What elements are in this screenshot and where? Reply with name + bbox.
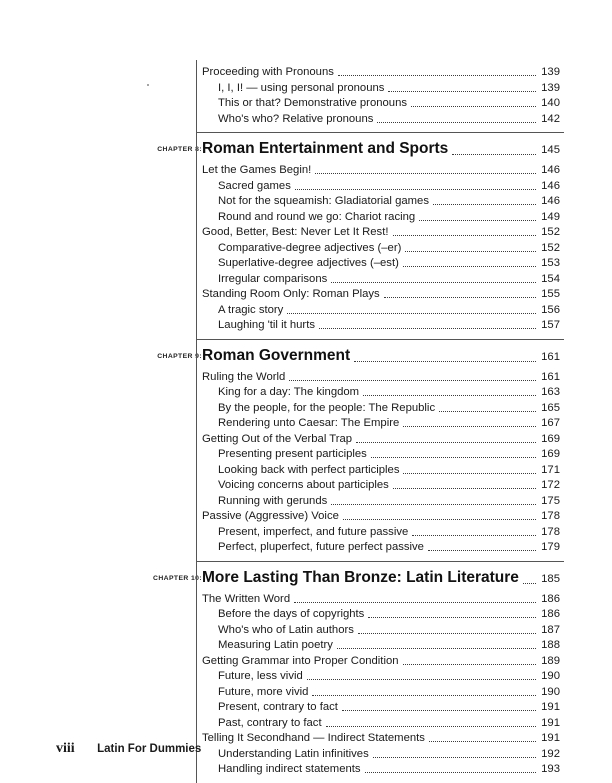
toc-subsection-entry[interactable] bbox=[218, 384, 560, 400]
entry-page-number: 186 bbox=[541, 608, 560, 620]
dot-leader bbox=[452, 154, 536, 155]
entry-page-number: 152 bbox=[541, 226, 560, 238]
entry-page-number: 193 bbox=[541, 763, 560, 775]
entry-page-number: 157 bbox=[541, 319, 560, 331]
dot-leader bbox=[356, 442, 536, 443]
dot-leader bbox=[371, 457, 536, 458]
toc-section-entry[interactable] bbox=[202, 369, 560, 385]
dot-leader bbox=[393, 235, 536, 236]
entry-page-number: 146 bbox=[541, 164, 560, 176]
toc-subsection-entry[interactable] bbox=[218, 715, 560, 731]
entry-title: I, I, I! — using personal pronouns bbox=[218, 81, 385, 94]
entry-title: Handling indirect statements bbox=[218, 763, 361, 775]
entry-page-number: 186 bbox=[541, 592, 560, 605]
toc-section-entry[interactable] bbox=[202, 653, 560, 669]
entry-page-number: 156 bbox=[541, 303, 560, 316]
entry-title: Getting Out of the Verbal Trap bbox=[202, 432, 353, 445]
dot-leader bbox=[342, 710, 536, 711]
entry-page-number: 187 bbox=[541, 623, 560, 636]
chapter-heading-row[interactable] bbox=[0, 347, 560, 367]
toc-subsection-entry[interactable] bbox=[218, 111, 560, 127]
dot-leader bbox=[411, 106, 536, 107]
entry-title: Sacred games bbox=[218, 179, 291, 192]
toc-subsection-entry[interactable] bbox=[218, 539, 560, 555]
entry-page-number: 175 bbox=[541, 494, 560, 507]
toc-subsection-entry[interactable] bbox=[218, 684, 560, 700]
entry-page-number: 189 bbox=[541, 654, 560, 667]
dot-leader bbox=[403, 426, 536, 427]
toc-section-entry[interactable] bbox=[202, 224, 560, 240]
entry-page-number: 146 bbox=[541, 179, 560, 192]
entry-title: Looking back with perfect participles bbox=[218, 463, 400, 476]
entry-page-number: 167 bbox=[541, 417, 560, 429]
dot-leader bbox=[312, 695, 536, 696]
entry-title: Not for the squeamish: Gladiatorial games bbox=[218, 195, 429, 207]
entry-title: Let the Games Begin! bbox=[202, 164, 312, 176]
entry-title: Superlative-degree adjectives (–est) bbox=[218, 257, 399, 269]
dot-leader bbox=[289, 380, 536, 381]
entry-title: Standing Room Only: Roman Plays bbox=[202, 288, 380, 300]
dot-leader bbox=[439, 411, 536, 412]
entry-page-number: 191 bbox=[541, 716, 560, 729]
entry-title: Proceeding with Pronouns bbox=[202, 66, 334, 78]
page-folio: viii bbox=[56, 741, 75, 756]
entry-title: The Written Word bbox=[202, 592, 291, 605]
toc-subsection-entry[interactable] bbox=[218, 622, 560, 638]
entry-page-number: 179 bbox=[541, 541, 560, 553]
entry-page-number: 178 bbox=[541, 525, 560, 538]
entry-title: King for a day: The kingdom bbox=[218, 386, 360, 398]
page-footer bbox=[56, 739, 201, 757]
entry-page-number: 154 bbox=[541, 272, 560, 285]
entry-title: Future, less vivid bbox=[218, 670, 303, 682]
toc-subsection-entry[interactable] bbox=[218, 255, 560, 271]
chapter-title: Roman Entertainment and Sports bbox=[202, 140, 449, 157]
entry-page-number: 152 bbox=[541, 241, 560, 254]
dot-leader bbox=[419, 220, 536, 221]
toc-section-entry[interactable] bbox=[202, 286, 560, 302]
entry-page-number: 165 bbox=[541, 401, 560, 414]
dot-leader bbox=[287, 313, 536, 314]
entry-title: Irregular comparisons bbox=[218, 272, 328, 285]
dot-leader bbox=[307, 679, 536, 680]
toc-subsection-entry[interactable] bbox=[218, 415, 560, 431]
entry-page-number: 139 bbox=[541, 81, 560, 94]
toc-subsection-entry[interactable] bbox=[218, 240, 560, 256]
dot-leader bbox=[343, 519, 536, 520]
toc-subsection-entry[interactable] bbox=[218, 400, 560, 416]
entry-page-number: 140 bbox=[541, 97, 560, 109]
entry-page-number: 169 bbox=[541, 448, 560, 460]
entry-page-number: 146 bbox=[541, 195, 560, 207]
dot-leader bbox=[365, 772, 536, 773]
toc-subsection-entry[interactable] bbox=[218, 761, 560, 777]
entry-page-number: 190 bbox=[541, 670, 560, 682]
toc-subsection-entry[interactable] bbox=[218, 746, 560, 762]
entry-page-number: 188 bbox=[541, 639, 560, 651]
toc-subsection-entry[interactable] bbox=[218, 95, 560, 111]
entry-page-number: 161 bbox=[541, 370, 560, 383]
entry-title: Rendering unto Caesar: The Empire bbox=[218, 417, 400, 429]
dot-leader bbox=[337, 648, 536, 649]
entry-title: Present, imperfect, and future passive bbox=[218, 525, 409, 538]
entry-title: This or that? Demonstrative pronouns bbox=[218, 97, 408, 109]
entry-page-number: 171 bbox=[541, 463, 560, 476]
entry-title: Measuring Latin poetry bbox=[218, 639, 333, 651]
toc-subsection-entry[interactable] bbox=[218, 477, 560, 493]
toc-subsection-entry[interactable] bbox=[218, 462, 560, 478]
toc-subsection-entry[interactable] bbox=[218, 317, 560, 333]
entry-page-number: 190 bbox=[541, 685, 560, 698]
entry-page-number: 192 bbox=[541, 747, 560, 760]
toc-section-entry[interactable] bbox=[202, 508, 560, 524]
dot-leader bbox=[403, 473, 536, 474]
toc-section-entry[interactable] bbox=[202, 64, 560, 80]
toc-subsection-entry[interactable] bbox=[218, 80, 560, 96]
dot-leader bbox=[388, 91, 536, 92]
toc-section-entry[interactable] bbox=[202, 162, 560, 178]
toc-section-entry[interactable] bbox=[202, 431, 560, 447]
entry-title: Before the days of copyrights bbox=[218, 608, 365, 620]
dot-leader bbox=[403, 664, 536, 665]
entry-title: Present, contrary to fact bbox=[218, 701, 338, 713]
dot-leader bbox=[331, 504, 536, 505]
entry-page-number: 169 bbox=[541, 432, 560, 445]
dot-leader bbox=[319, 328, 536, 329]
dot-leader bbox=[368, 617, 536, 618]
chapter-label: CHAPTER 10: bbox=[153, 574, 202, 582]
entry-title: Telling It Secondhand — Indirect Statements bbox=[202, 732, 425, 744]
entry-title: Who's who? Relative pronouns bbox=[218, 112, 374, 125]
entry-title: Good, Better, Best: Never Let It Rest! bbox=[202, 226, 389, 238]
toc-subsection-entry[interactable] bbox=[218, 271, 560, 287]
entry-title: Perfect, pluperfect, future perfect passive bbox=[218, 541, 424, 553]
entry-page-number: 149 bbox=[541, 210, 560, 223]
dot-leader bbox=[377, 122, 536, 123]
entry-page-number: 191 bbox=[541, 732, 560, 744]
entry-title: Getting Grammar into Proper Condition bbox=[202, 654, 399, 667]
dot-leader bbox=[331, 282, 536, 283]
chapter-heading-row[interactable] bbox=[0, 569, 560, 589]
dot-leader bbox=[405, 251, 536, 252]
dot-leader bbox=[315, 173, 536, 174]
section-left-rule bbox=[196, 339, 197, 561]
entry-title: Understanding Latin infinitives bbox=[218, 747, 369, 760]
entry-page-number: 191 bbox=[541, 701, 560, 713]
toc-section-entry[interactable] bbox=[202, 591, 560, 607]
chapter-title: More Lasting Than Bronze: Latin Literature bbox=[202, 568, 519, 586]
entry-page-number: 155 bbox=[541, 288, 560, 300]
dot-leader bbox=[412, 535, 536, 536]
toc-subsection-entry[interactable] bbox=[218, 606, 560, 622]
entry-title: Future, more vivid bbox=[218, 685, 309, 698]
dot-leader bbox=[294, 602, 536, 603]
chapter-heading-row[interactable] bbox=[0, 140, 560, 160]
chapter-divider-rule bbox=[196, 339, 564, 340]
scan-speck bbox=[147, 84, 149, 86]
chapter-page-number: 145 bbox=[541, 144, 560, 156]
entry-title: A tragic story bbox=[218, 303, 284, 316]
chapter-title: Roman Government bbox=[202, 346, 351, 364]
entry-title: Ruling the World bbox=[202, 370, 286, 383]
toc-subsection-entry[interactable] bbox=[218, 493, 560, 509]
toc-section-entry[interactable] bbox=[202, 730, 560, 746]
entry-title: Who's who of Latin authors bbox=[218, 623, 354, 636]
dot-leader bbox=[326, 726, 536, 727]
toc-subsection-entry[interactable] bbox=[218, 446, 560, 462]
section-left-rule bbox=[196, 132, 197, 339]
toc-subsection-entry[interactable] bbox=[218, 209, 560, 225]
dot-leader bbox=[338, 75, 536, 76]
entry-title: Past, contrary to fact bbox=[218, 716, 322, 729]
chapter-page-number: 185 bbox=[541, 572, 560, 585]
entry-title: Running with gerunds bbox=[218, 494, 328, 507]
dot-leader bbox=[403, 266, 536, 267]
running-book-title: Latin For Dummies bbox=[97, 743, 202, 755]
entry-page-number: 139 bbox=[541, 66, 560, 78]
section-left-rule bbox=[196, 60, 197, 132]
entry-page-number: 142 bbox=[541, 112, 560, 125]
toc-subsection-entry[interactable] bbox=[218, 637, 560, 653]
toc-subsection-entry[interactable] bbox=[218, 302, 560, 318]
entry-page-number: 172 bbox=[541, 479, 560, 491]
dot-leader bbox=[429, 741, 536, 742]
entry-page-number: 163 bbox=[541, 386, 560, 398]
dot-leader bbox=[523, 583, 536, 584]
toc-subsection-entry[interactable] bbox=[218, 178, 560, 194]
entry-title: Comparative-degree adjectives (–er) bbox=[218, 241, 402, 254]
toc-subsection-entry[interactable] bbox=[218, 699, 560, 715]
dot-leader bbox=[363, 395, 536, 396]
entry-title: Round and round we go: Chariot racing bbox=[218, 210, 416, 223]
entry-title: Presenting present participles bbox=[218, 448, 367, 460]
dot-leader bbox=[373, 757, 536, 758]
dot-leader bbox=[358, 633, 536, 634]
toc-subsection-entry[interactable] bbox=[218, 668, 560, 684]
chapter-divider-rule bbox=[196, 561, 564, 562]
chapter-label: CHAPTER 8: bbox=[157, 146, 202, 153]
dot-leader bbox=[354, 361, 536, 362]
dot-leader bbox=[393, 488, 536, 489]
toc-subsection-entry[interactable] bbox=[218, 524, 560, 540]
entry-title: By the people, for the people: The Republic bbox=[218, 401, 436, 414]
dot-leader bbox=[295, 189, 536, 190]
entry-page-number: 178 bbox=[541, 510, 560, 522]
entry-title: Laughing 'til it hurts bbox=[218, 319, 315, 331]
chapter-page-number: 161 bbox=[541, 350, 560, 363]
entry-title: Passive (Aggressive) Voice bbox=[202, 510, 339, 522]
dot-leader bbox=[433, 204, 536, 205]
dot-leader bbox=[428, 550, 536, 551]
entry-page-number: 153 bbox=[541, 257, 560, 269]
toc-subsection-entry[interactable] bbox=[218, 193, 560, 209]
entry-title: Voicing concerns about participles bbox=[218, 479, 389, 491]
chapter-divider-rule bbox=[196, 132, 564, 133]
dot-leader bbox=[384, 297, 536, 298]
chapter-label: CHAPTER 9: bbox=[157, 352, 202, 360]
